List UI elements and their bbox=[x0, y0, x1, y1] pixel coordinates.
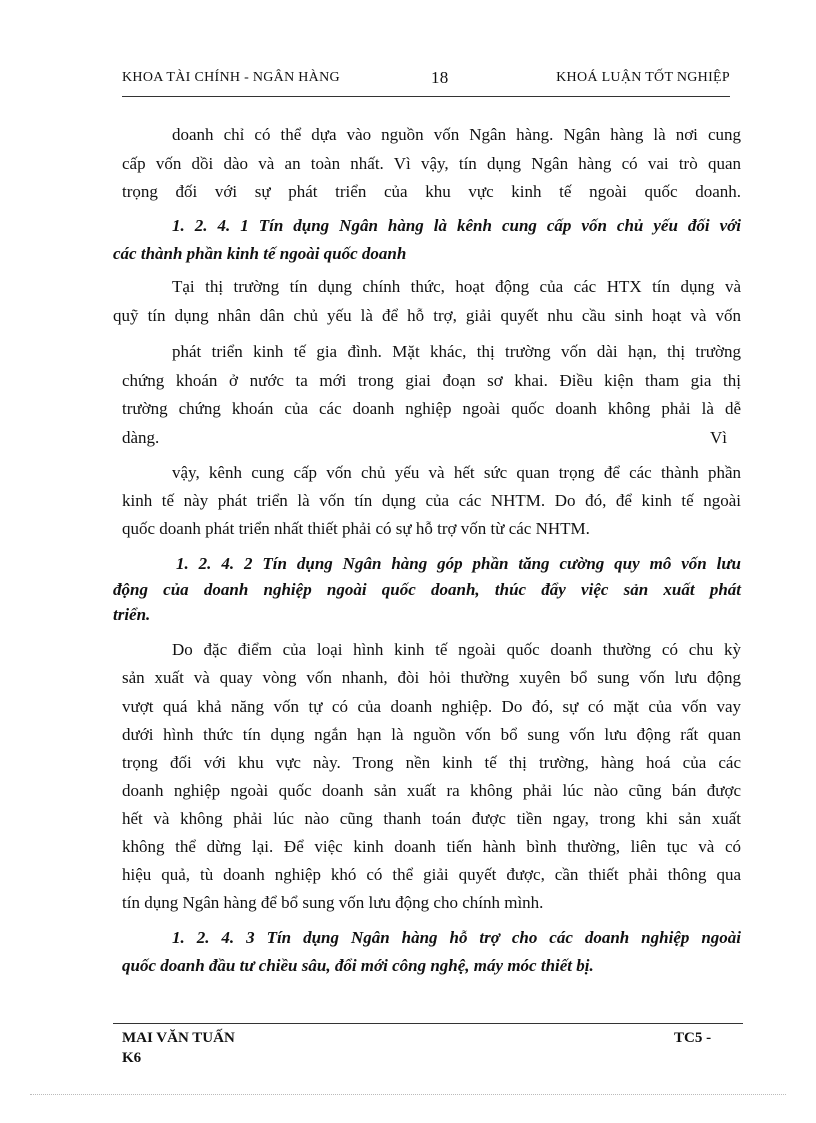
body-line: dàng. bbox=[122, 428, 160, 447]
section-heading: 1. 2. 4. 2 Tín dụng Ngân hàng góp phần tăng cường quy mô vốn lưu bbox=[176, 554, 741, 573]
body-line: quốc doanh phát triển nhất thiết phải có sự hỗ trợ vốn từ các NHTM. bbox=[122, 519, 590, 538]
footer-author: MAI VĂN TUẤN bbox=[122, 1030, 235, 1046]
footer-class: TC5 - bbox=[674, 1030, 712, 1046]
body-line: vượt quá khả năng vốn tự có của doanh nghiệp. Do đó, sự có mặt của vốn vay bbox=[122, 697, 741, 716]
footer-class-suffix: K6 bbox=[122, 1050, 142, 1066]
footer-divider bbox=[113, 1023, 743, 1024]
body-line: hết và không phải lúc nào cũng thanh toán được tiền ngay, trong khi sản xuất bbox=[122, 809, 741, 828]
section-heading: triển. bbox=[113, 605, 151, 624]
body-line: Do đặc điểm của loại hình kinh tế ngoài quốc doanh thường có chu kỳ bbox=[172, 640, 741, 659]
body-line: phát triển kinh tế gia đình. Mặt khác, thị trường vốn dài hạn, thị trường bbox=[172, 342, 741, 361]
body-line: vậy, kênh cung cấp vốn chủ yếu và hết sức quan trọng để các thành phần bbox=[172, 463, 741, 482]
section-heading: động của doanh nghiệp ngoài quốc doanh, thúc đẩy việc sản xuất phát bbox=[113, 580, 741, 599]
body-line: trường chứng khoán của các doanh nghiệp ngoài quốc doanh không phải là dễ bbox=[122, 399, 741, 418]
body-line: không thể dừng lại. Để việc kinh doanh tiến hành bình thường, liên tục và có bbox=[122, 837, 741, 856]
section-heading: các thành phần kinh tế ngoài quốc doanh bbox=[113, 244, 407, 263]
body-line: hiệu quả, tù doanh nghiệp khó có thể giải quyết được, cần thiết phải thông qua bbox=[122, 865, 741, 884]
body-line: trọng đối với sự phát triển của khu vực kinh tế ngoài quốc doanh. bbox=[122, 182, 741, 201]
body-line: tín dụng Ngân hàng để bổ sung vốn lưu động cho chính mình. bbox=[122, 893, 544, 912]
body-line: Vì bbox=[710, 428, 727, 447]
header-faculty: KHOA TÀI CHÍNH - NGÂN HÀNG bbox=[122, 70, 340, 85]
body-line: Tại thị trường tín dụng chính thức, hoạt động của các HTX tín dụng và bbox=[172, 277, 741, 296]
section-heading: 1. 2. 4. 1 Tín dụng Ngân hàng là kênh cung cấp vốn chủ yếu đối với bbox=[172, 216, 741, 235]
page-bottom-border bbox=[30, 1094, 786, 1095]
body-line: chứng khoán ở nước ta mới trong giai đoạn sơ khai. Điều kiện tham gia thị bbox=[122, 371, 741, 390]
body-line: dưới hình thức tín dụng ngắn hạn là nguồn vốn bổ sung vốn lưu động rất quan bbox=[122, 725, 741, 744]
body-line: kinh tế này phát triển là vốn tín dụng của các NHTM. Do đó, để kinh tế ngoài bbox=[122, 491, 741, 510]
section-heading: 1. 2. 4. 3 Tín dụng Ngân hàng hỗ trợ cho các doanh nghiệp ngoài bbox=[172, 928, 741, 947]
page-header bbox=[122, 68, 730, 97]
body-line: doanh chỉ có thể dựa vào nguồn vốn Ngân hàng. Ngân hàng là nơi cung bbox=[172, 125, 741, 144]
body-line: sản xuất và quay vòng vốn nhanh, đòi hỏi thường xuyên bổ sung vốn lưu động bbox=[122, 668, 741, 687]
body-line: cấp vốn dồi dào và an toàn nhất. Vì vậy, tín dụng Ngân hàng có vai trò quan bbox=[122, 154, 741, 173]
body-line: trọng đối với khu vực này. Trong nền kinh tế thị trường, hàng hoá của các bbox=[122, 753, 741, 772]
section-heading: quốc doanh đầu tư chiều sâu, đổi mới công nghệ, máy móc thiết bị. bbox=[122, 956, 594, 975]
page-number: 18 bbox=[431, 68, 449, 87]
body-line: doanh nghiệp ngoài quốc doanh sản xuất ra không phải lúc nào cũng bán được bbox=[122, 781, 741, 800]
body-line: quỹ tín dụng nhân dân chủ yếu là để hỗ trợ, giải quyết nhu cầu sinh hoạt và vốn bbox=[113, 306, 741, 325]
header-thesis-label: KHOÁ LUẬN TỐT NGHIỆP bbox=[556, 70, 730, 85]
